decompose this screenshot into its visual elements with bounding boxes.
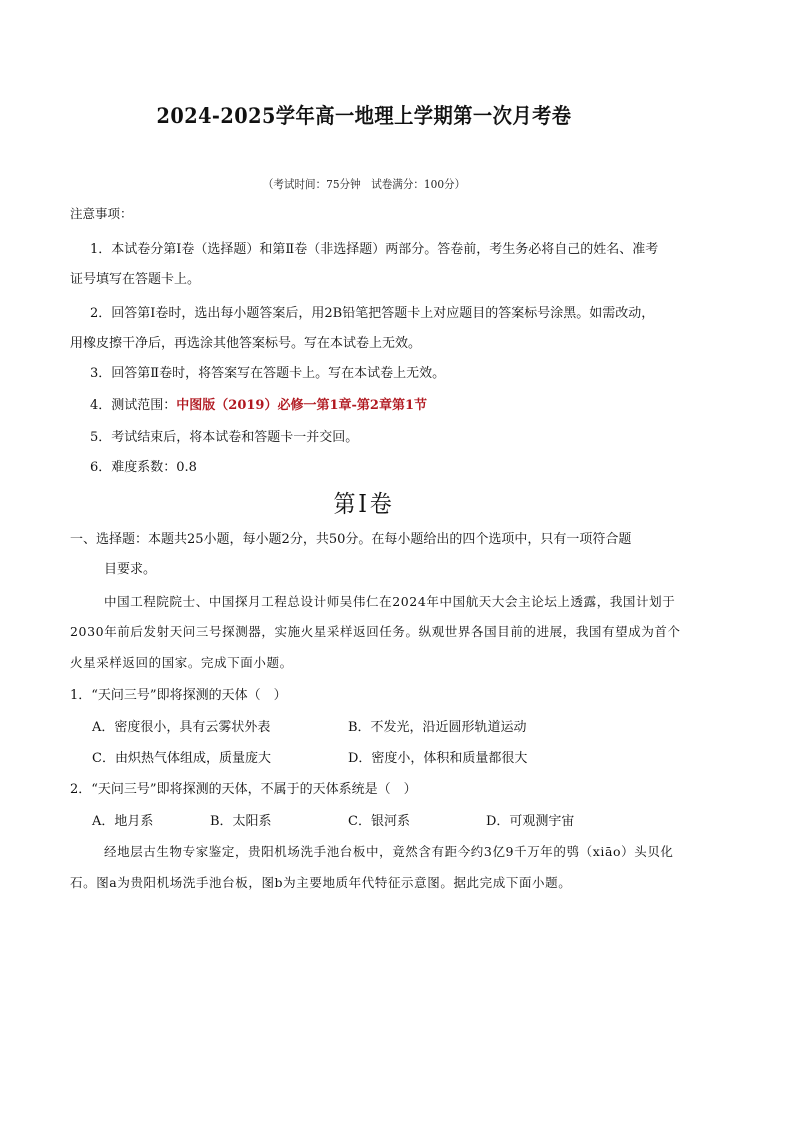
notice-item-4 xyxy=(90,394,427,413)
section-1-instructions-line-2: 目要求。 xyxy=(104,562,157,577)
notice-item-1-line-1: 1．本试卷分第Ⅰ卷（选择题）和第Ⅱ卷（非选择题）两部分。答卷前，考生务必将自己的姓名、准考 xyxy=(90,242,659,257)
notice-item-5: 5．考试结束后，将本试卷和答题卡一并交回。 xyxy=(90,430,359,445)
notice-item-3: 3．回答第Ⅱ卷时，将答案写在答题卡上。写在本试卷上无效。 xyxy=(90,366,446,381)
question-1-option-a[interactable]: A．密度很小，具有云雾状外表 xyxy=(92,720,271,735)
question-2-option-d[interactable]: D．可观测宇宙 xyxy=(486,814,575,829)
passage-1-line-3: 火星采样返回的国家。完成下面小题。 xyxy=(70,655,293,670)
passage-2-line-2: 石。图a为贵阳机场洗手池台板，图b为主要地质年代特征示意图。据此完成下面小题。 xyxy=(70,875,572,890)
notice-item-2-line-2: 用橡皮擦干净后，再选涂其他答案标号。写在本试卷上无效。 xyxy=(70,336,422,351)
notice-item-6: 6．难度系数：0.8 xyxy=(90,460,197,475)
question-2-option-c[interactable]: C．银河系 xyxy=(348,814,410,829)
question-2-option-b[interactable]: B．太阳系 xyxy=(210,814,272,829)
question-1-option-b[interactable]: B．不发光，沿近圆形轨道运动 xyxy=(348,720,527,735)
page-title: 2024-2025学年高一地理上学期第一次月考卷 xyxy=(156,103,572,128)
notice-item-1-line-2: 证号填写在答题卡上。 xyxy=(70,272,201,287)
notice-heading: 注意事项： xyxy=(70,206,133,221)
test-scope: 中图版（2019）必修一第1章-第2章第1节 xyxy=(176,398,427,413)
question-2-stem: 2．“天问三号”即将探测的天体，不属于的天体系统是（ ） xyxy=(70,782,417,797)
notice-item-4-prefix: 4．测试范围： xyxy=(90,398,177,413)
volume-title: 第Ⅰ卷 xyxy=(333,490,395,518)
question-1-option-d[interactable]: D．密度小，体积和质量都很大 xyxy=(348,751,528,766)
passage-2-line-1: 经地层古生物专家鉴定，贵阳机场洗手池台板中，竟然含有距今约3亿9千万年的鸮（xiāo）头贝化 xyxy=(104,844,674,859)
question-1-stem: 1．“天问三号”即将探测的天体（ ） xyxy=(70,688,287,703)
question-2-option-a[interactable]: A．地月系 xyxy=(92,814,154,829)
notice-item-2-line-1: 2．回答第Ⅰ卷时，选出每小题答案后，用2B铅笔把答题卡上对应题目的答案标号涂黑。如需改动， xyxy=(90,306,655,321)
passage-1-line-1: 中国工程院院士、中国探月工程总设计师吴伟仁在2024年中国航天大会主论坛上透露，我国计划于 xyxy=(104,594,676,609)
section-1-instructions-line-1: 一、选择题：本题共25小题，每小题2分，共50分。在每小题给出的四个选项中，只有一项符合题 xyxy=(70,532,632,547)
exam-info: （考试时间：75分钟 试卷满分：100分） xyxy=(262,177,466,191)
question-1-option-c[interactable]: C．由炽热气体组成，质量庞大 xyxy=(92,751,271,766)
passage-1-line-2: 2030年前后发射天问三号探测器，实施火星采样返回任务。纵观世界各国目前的进展，我国有望成为首个 xyxy=(70,624,681,639)
